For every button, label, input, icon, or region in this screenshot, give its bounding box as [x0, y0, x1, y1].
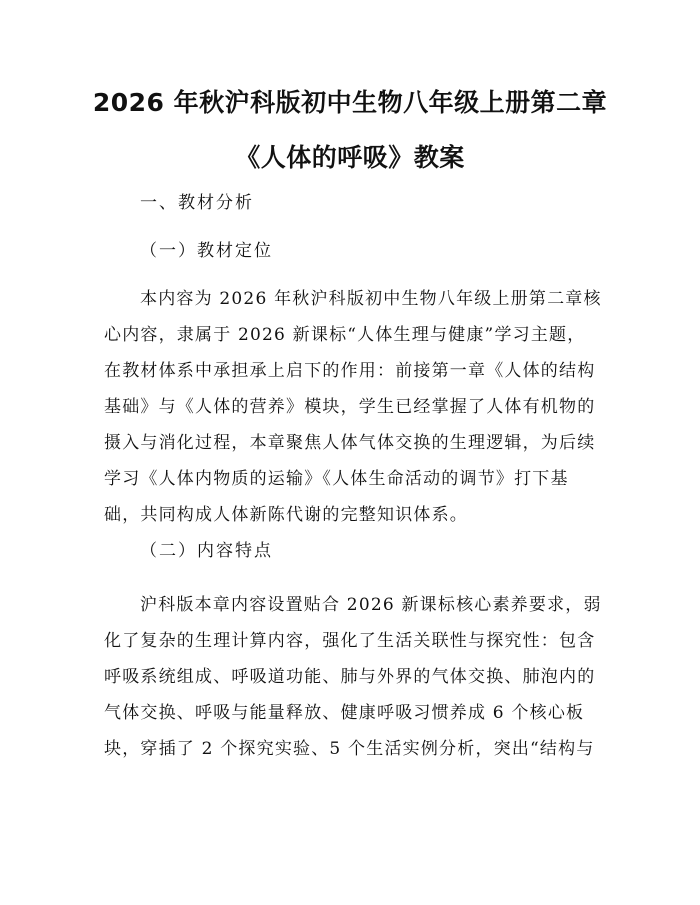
paragraph-line: 心内容，隶属于 2026 新课标“人体生理与健康”学习主题，: [104, 325, 586, 345]
paragraph-line: 本内容为 2026 年秋沪科版初中生物八年级上册第二章核: [140, 289, 602, 309]
document-title-line-2: 《人体的呼吸》教案: [235, 143, 465, 172]
paragraph-line: 呼吸系统组成、呼吸道功能、肺与外界的气体交换、肺泡内的: [104, 667, 596, 687]
paragraph-line: 摄入与消化过程，本章聚焦人体气体交换的生理逻辑，为后续: [104, 433, 596, 453]
subsection-heading-content-features: （二）内容特点: [140, 541, 273, 561]
paragraph-line: 基础》与《人体的营养》模块，学生已经掌握了人体有机物的: [104, 397, 596, 417]
section-heading-textbook-analysis: 一、教材分析: [140, 193, 254, 213]
paragraph-line: 础，共同构成人体新陈代谢的完整知识体系。: [104, 505, 468, 525]
paragraph-line: 在教材体系中承担承上启下的作用：前接第一章《人体的结构: [104, 361, 596, 381]
paragraph-line: 气体交换、呼吸与能量释放、健康呼吸习惯养成 6 个核心板: [104, 703, 585, 723]
paragraph-line: 沪科版本章内容设置贴合 2026 新课标核心素养要求，弱: [140, 595, 602, 615]
paragraph-line: 块，穿插了 2 个探究实验、5 个生活实例分析，突出“结构与: [104, 739, 595, 759]
document-title-line-1: 2026 年秋沪科版初中生物八年级上册第二章: [92, 88, 608, 117]
paragraph-line: 化了复杂的生理计算内容，强化了生活关联性与探究性：包含: [104, 631, 596, 651]
subsection-heading-textbook-positioning: （一）教材定位: [140, 241, 273, 261]
paragraph-line: 学习《人体内物质的运输》《人体生命活动的调节》打下基: [104, 469, 569, 489]
